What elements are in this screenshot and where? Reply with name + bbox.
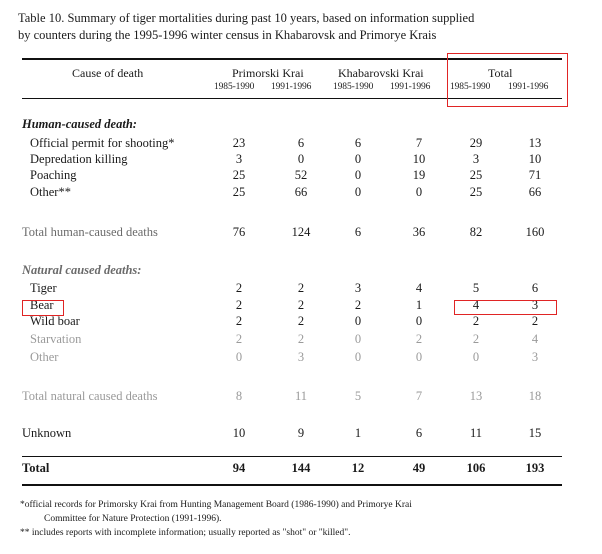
- table-cell: 6: [354, 136, 362, 150]
- table-caption: [18, 10, 588, 44]
- table-cell: 193: [525, 461, 545, 475]
- row-label: Official permit for shooting*: [30, 136, 175, 150]
- table-cell: 76: [232, 225, 246, 239]
- table-cell: 29: [469, 136, 483, 150]
- table-cell: 23: [232, 136, 246, 150]
- table-cell: 2: [472, 314, 480, 328]
- table-cell: 0: [354, 332, 362, 346]
- table-cell: 2: [235, 298, 243, 312]
- table-cell: 9: [297, 426, 305, 440]
- row-label: Poaching: [30, 168, 77, 182]
- table-cell: 49: [412, 461, 426, 475]
- row-label: Total: [22, 461, 50, 475]
- row-label: Bear: [30, 298, 54, 312]
- bottom-rule: [22, 484, 562, 486]
- table-cell: 2: [297, 332, 305, 346]
- header-period: 1991-1996: [390, 82, 431, 92]
- table-cell: 6: [297, 136, 305, 150]
- row-label: Unknown: [22, 426, 72, 440]
- table-cell: 2: [472, 332, 480, 346]
- table-cell: 71: [528, 168, 542, 182]
- row-label: Wild boar: [30, 314, 80, 328]
- table-cell: 2: [235, 281, 243, 295]
- table-cell: 160: [525, 225, 545, 239]
- table-cell: 13: [528, 136, 542, 150]
- row-label: Tiger: [30, 281, 57, 295]
- table-cell: 0: [415, 314, 423, 328]
- row-label: Total human-caused deaths: [22, 225, 158, 239]
- table-cell: 124: [291, 225, 311, 239]
- row-label: Other**: [30, 185, 71, 199]
- table-cell: 5: [354, 389, 362, 403]
- table-cell: 25: [469, 168, 483, 182]
- table-cell: 0: [297, 152, 305, 166]
- caption-line-2: by counters during the 1995-1996 winter census in Khabarovsk and Primorye Krais: [18, 28, 437, 42]
- table-cell: 10: [232, 426, 246, 440]
- table-cell: 0: [354, 185, 362, 199]
- header-period: 1985-1990: [214, 82, 255, 92]
- table-cell: 18: [528, 389, 542, 403]
- table-cell: 1: [415, 298, 423, 312]
- table-cell: 2: [297, 281, 305, 295]
- table-cell: 13: [469, 389, 483, 403]
- table-cell: 52: [294, 168, 308, 182]
- table-cell: 0: [415, 350, 423, 364]
- table-cell: 0: [472, 350, 480, 364]
- table-cell: 66: [528, 185, 542, 199]
- row-label: Total natural caused deaths: [22, 389, 158, 403]
- table-cell: 3: [531, 350, 539, 364]
- table-cell: 5: [472, 281, 480, 295]
- table-cell: 2: [531, 314, 539, 328]
- table-cell: 15: [528, 426, 542, 440]
- header-period: 1985-1990: [450, 82, 491, 92]
- table-cell: 3: [235, 152, 243, 166]
- section-natural-caused: Natural caused deaths:: [22, 263, 142, 277]
- table-cell: 7: [415, 136, 423, 150]
- caption-line-1: Table 10. Summary of tiger mortalities during past 10 years, based on information supplied: [18, 11, 475, 25]
- table-cell: 25: [469, 185, 483, 199]
- highlight-bear-totals: [454, 300, 557, 315]
- highlight-bear-label: [22, 300, 64, 316]
- header-group-khabarovski: Khabarovski Krai: [338, 66, 424, 80]
- table-cell: 7: [415, 389, 423, 403]
- table-cell: 0: [354, 152, 362, 166]
- table-cell: 1: [354, 426, 362, 440]
- table-cell: 4: [472, 298, 480, 312]
- table-cell: 94: [232, 461, 246, 475]
- table-cell: 12: [351, 461, 365, 475]
- table-cell: 8: [235, 389, 243, 403]
- table-cell: 4: [415, 281, 423, 295]
- table-cell: 82: [469, 225, 483, 239]
- table-cell: 3: [297, 350, 305, 364]
- table-cell: 0: [354, 314, 362, 328]
- table-cell: 2: [235, 332, 243, 346]
- table-cell: 66: [294, 185, 308, 199]
- table-cell: 11: [294, 389, 308, 403]
- highlight-total-header: [447, 53, 568, 107]
- header-cause-of-death: Cause of death: [72, 66, 144, 80]
- table-cell: 0: [354, 168, 362, 182]
- table-cell: 3: [531, 298, 539, 312]
- table-cell: 11: [469, 426, 483, 440]
- footnote-1-continued: Committee for Nature Protection (1991-1996).: [44, 514, 222, 524]
- table-cell: 25: [232, 185, 246, 199]
- row-label: Starvation: [30, 332, 82, 346]
- row-label: Other: [30, 350, 59, 364]
- table-cell: 6: [415, 426, 423, 440]
- header-period: 1985-1990: [333, 82, 374, 92]
- table-cell: 144: [291, 461, 311, 475]
- header-period: 1991-1996: [271, 82, 312, 92]
- table-cell: 6: [531, 281, 539, 295]
- table-cell: 0: [354, 350, 362, 364]
- footnote-1: *official records for Primorsky Krai from Hunting Management Board (1986-1990) and Primorye Krai: [20, 500, 412, 510]
- table-cell: 6: [354, 225, 362, 239]
- table-cell: 106: [466, 461, 486, 475]
- table-cell: 19: [412, 168, 426, 182]
- table-cell: 0: [235, 350, 243, 364]
- header-group-total: Total: [488, 66, 513, 80]
- table-cell: 2: [235, 314, 243, 328]
- table-cell: 2: [415, 332, 423, 346]
- table-cell: 2: [297, 314, 305, 328]
- table-cell: 2: [297, 298, 305, 312]
- table-cell: 10: [528, 152, 542, 166]
- table-cell: 10: [412, 152, 426, 166]
- header-group-primorski: Primorski Krai: [232, 66, 304, 80]
- header-period: 1991-1996: [508, 82, 549, 92]
- table-cell: 3: [472, 152, 480, 166]
- total-rule: [22, 456, 562, 457]
- table-cell: 25: [232, 168, 246, 182]
- table-cell: 2: [354, 298, 362, 312]
- table-cell: 0: [415, 185, 423, 199]
- table-cell: 36: [412, 225, 426, 239]
- section-human-caused: Human-caused death:: [22, 117, 137, 131]
- table-cell: 4: [531, 332, 539, 346]
- footnote-2: ** includes reports with incomplete information; usually reported as "shot" or "killed".: [20, 528, 351, 538]
- table-cell: 3: [354, 281, 362, 295]
- row-label: Depredation killing: [30, 152, 128, 166]
